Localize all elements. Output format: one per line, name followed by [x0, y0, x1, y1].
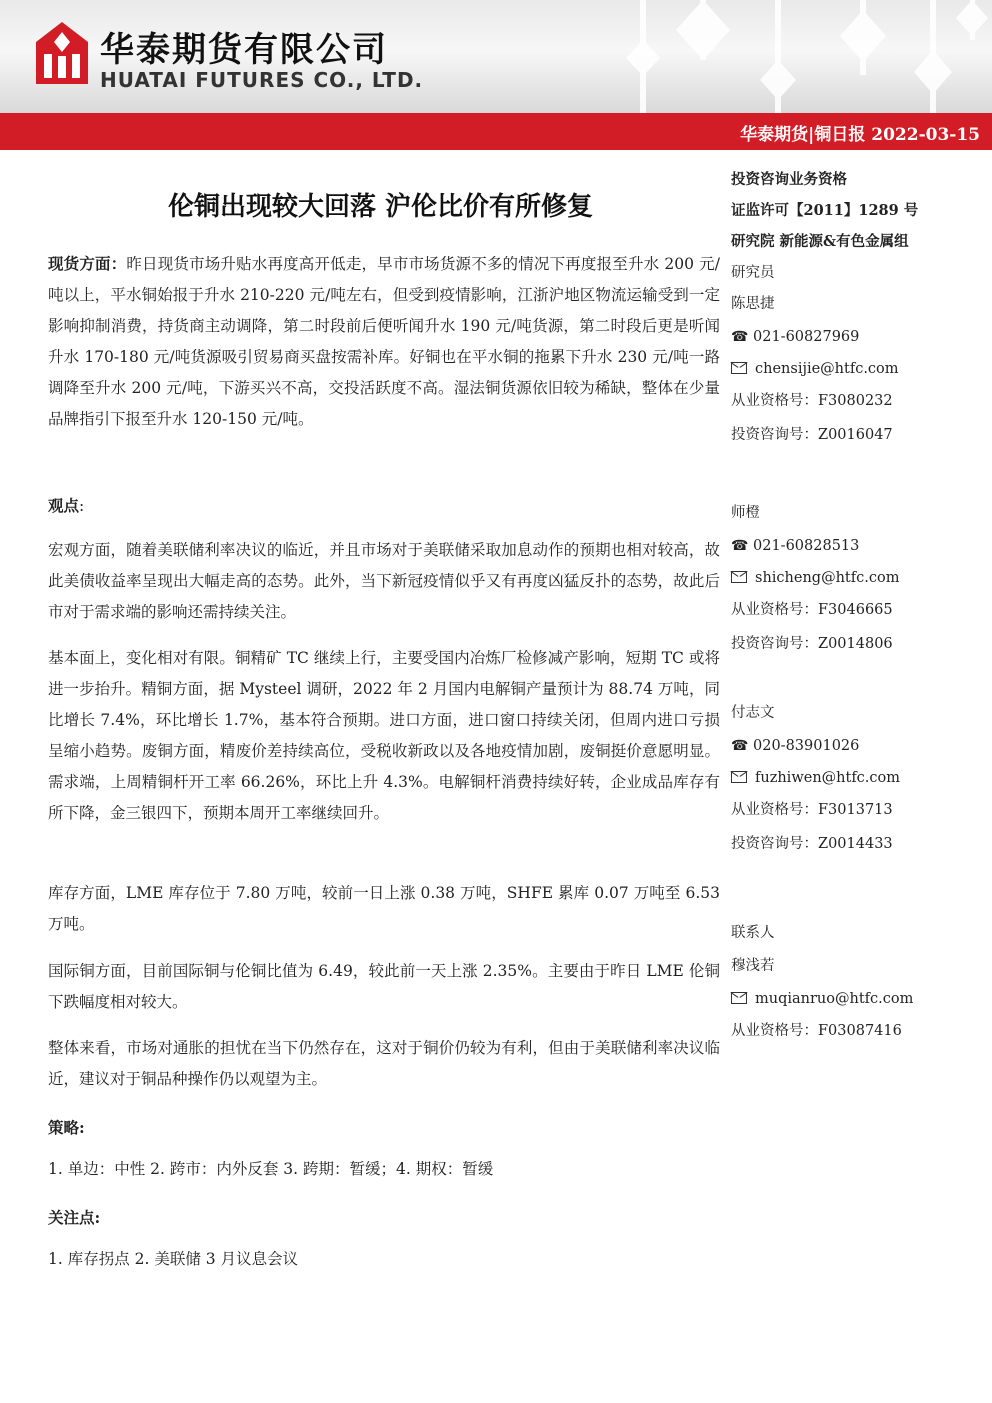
analyst-email[interactable]: fuzhiwen@htfc.com [731, 763, 981, 795]
fundamental-paragraph: 基本面上，变化相对有限。铜精矿 TC 继续上行，主要受国内冶炼厂检修减产影响，短期 TC 或将进一步抬升。精铜方面，据 Mysteel 调研，2022 年 2 月国内电解铜产量预计为 88.74 万吨，同比增长 7.4%，环比增长 1.7%，基本符合预期。进口方面，进口窗口持续关闭，但周内进口亏损呈缩小趋势。废铜方面，精废价差持续高位，受税收新政以及各地疫情加剧，废铜挺价意愿明显。需求端，上周精铜杆开工率 66.26%，环比上升 4.3%。电解铜杆消费持续好转，企业成品库存有所下降，金三银四下，预期本周开工率继续回升。 [48, 649, 720, 822]
sidebar-analyst-3 [731, 698, 981, 863]
overall-section [48, 1033, 720, 1095]
focus-text: 1. 库存拐点 2. 美联储 3 月议息会议 [48, 1250, 299, 1268]
company-name-cn: 华泰期货有限公司 [100, 30, 388, 70]
phone-icon: ☎ [731, 538, 749, 554]
focus-label: 关注点: [48, 1208, 101, 1227]
sidebar-contact [731, 918, 981, 1050]
analyst-name: 陈思捷 [731, 296, 775, 312]
sidebar-analyst-2 [731, 498, 981, 663]
company-name-en: HUATAI FUTURES CO., LTD. [100, 68, 424, 92]
envelope-icon [731, 771, 747, 783]
license-number: 证监许可【2011】1289 号 [731, 202, 919, 219]
analyst-email[interactable]: chensijie@htfc.com [731, 354, 981, 386]
strategy-label: 策略: [48, 1118, 85, 1137]
spot-label: 现货方面： [48, 254, 127, 273]
inventory-paragraph: 库存方面，LME 库存位于 7.80 万吨，较前一日上涨 0.38 万吨，SHFE 累库 0.07 万吨至 6.53 万吨。 [48, 884, 720, 933]
analyst-name: 师橙 [731, 505, 760, 521]
international-paragraph: 国际铜方面，目前国际铜与伦铜比值为 6.49，较此前一天上涨 2.35%。主要由于昨日 LME 伦铜下跌幅度相对较大。 [48, 962, 720, 1011]
page-header [0, 0, 992, 113]
spot-text: 昨日现货市场升贴水再度高开低走，早市市场货源不多的情况下再度报至升水 200 元/吨以上，平水铜始报于升水 210-220 元/吨左右，但受到疫情影响，江浙沪地区物流运输受到一定影响抑制消费，持货商主动调降，第二时段前后便听闻升水 190 元/吨货源，第二时段后更是听闻升水 170-180 元/吨货源吸引贸易商买盘按需补库。好铜也在平水铜的拖累下升水 230 元/吨一路调降至升水 200 元/吨，下游买兴不高，交投活跃度不高。湿法铜货源依旧较为稀缺，整体在少量品牌指引下报至升水 120-150 元/吨。 [48, 255, 720, 428]
header-decoration [560, 0, 992, 113]
analyst-phone: ☎ 021-60828513 [731, 531, 981, 563]
envelope-icon [731, 362, 747, 374]
strategy-section [48, 1154, 720, 1185]
strategy-text: 1. 单边：中性 2. 跨市：内外反套 3. 跨期：暂缓；4. 期权：暂缓 [48, 1160, 494, 1178]
sidebar [731, 165, 981, 454]
phone-icon: ☎ [731, 329, 749, 345]
institute-name: 研究院 新能源&有色金属组 [731, 233, 909, 250]
envelope-icon [731, 992, 747, 1004]
analyst-practice-number: 从业资格号：F3013713 [731, 802, 893, 818]
huatai-logo [36, 22, 88, 84]
focus-heading [48, 1206, 720, 1228]
phone-icon: ☎ [731, 738, 749, 754]
contact-email[interactable]: muqianruo@htfc.com [731, 984, 981, 1016]
contact-practice-number: 从业资格号：F03087416 [731, 1023, 902, 1039]
overall-paragraph: 整体来看，市场对通胀的担忧在当下仍然存在，这对于铜价仍较为有利，但由于美联储利率决议临近，建议对于铜品种操作仍以观望为主。 [48, 1039, 720, 1088]
inventory-section [48, 878, 720, 940]
analyst-label: 研究员 [731, 265, 775, 281]
analyst-phone: ☎ 020-83901026 [731, 731, 981, 763]
analyst-email[interactable]: shicheng@htfc.com [731, 563, 981, 595]
analyst-practice-number: 从业资格号：F3046665 [731, 602, 893, 618]
contact-name: 穆浅若 [731, 958, 775, 974]
macro-section [48, 535, 720, 628]
analyst-name: 付志文 [731, 705, 775, 721]
qualification: 投资咨询业务资格 [731, 171, 847, 188]
strategy-heading [48, 1116, 720, 1138]
view-label: 观点 [48, 496, 80, 515]
analyst-consult-number: 投资咨询号：Z0016047 [731, 427, 893, 443]
analyst-consult-number: 投资咨询号：Z0014806 [731, 636, 893, 652]
report-tag: 华泰期货|铜日报 2022-03-15 [740, 125, 980, 145]
contact-label: 联系人 [731, 925, 775, 941]
focus-section [48, 1244, 720, 1275]
international-section [48, 956, 720, 1018]
view-colon: : [79, 497, 85, 515]
analyst-consult-number: 投资咨询号：Z0014433 [731, 836, 893, 852]
macro-paragraph: 宏观方面，随着美联储利率决议的临近，并且市场对于美联储采取加息动作的预期也相对较高，故此美债收益率呈现出大幅走高的态势。此外，当下新冠疫情似乎又有再度凶猛反扑的态势，故此后市对于需求端的影响还需持续关注。 [48, 541, 720, 621]
analyst-practice-number: 从业资格号：F3080232 [731, 393, 893, 409]
fundamental-section [48, 643, 720, 829]
analyst-phone: ☎ 021-60827969 [731, 322, 981, 354]
envelope-icon [731, 571, 747, 583]
spot-section [48, 248, 720, 435]
spot-paragraph [48, 248, 720, 435]
view-heading [48, 494, 720, 516]
report-title: 伦铜出现较大回落 沪伦比价有所修复 [167, 192, 594, 222]
